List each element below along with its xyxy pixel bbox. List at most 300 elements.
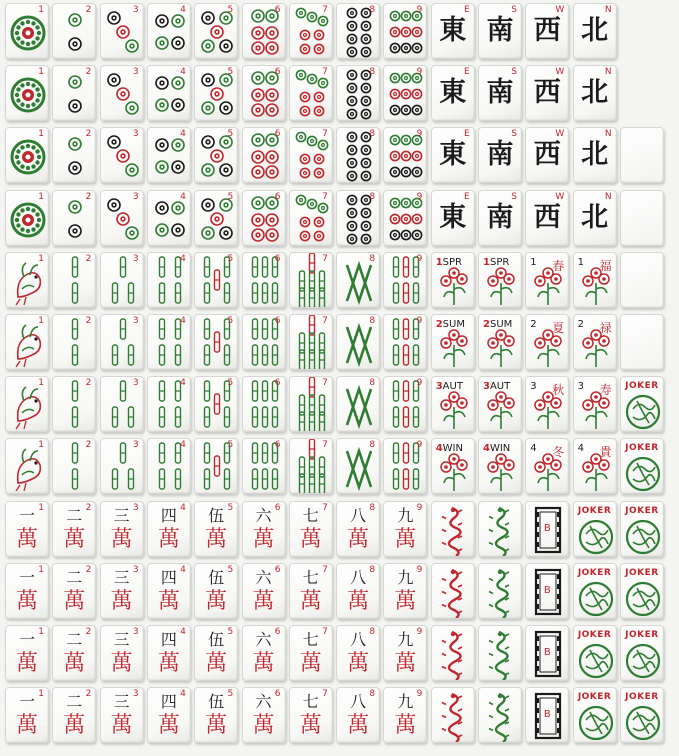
tile-index: 1 <box>38 191 44 202</box>
tile-wan[interactable] <box>5 563 49 619</box>
tile-art <box>479 502 522 557</box>
joker-label: JOKER <box>625 630 659 640</box>
tile-index: 4 <box>180 129 186 140</box>
season-label <box>436 257 462 268</box>
tile-index: 4 <box>180 502 186 513</box>
tile-index: 3 <box>132 129 139 140</box>
wind-character: 東 <box>439 77 467 109</box>
tile-index: 9 <box>416 689 423 700</box>
tile-art <box>432 626 475 681</box>
tile-wan[interactable] <box>383 501 427 557</box>
tile-dot[interactable] <box>336 3 380 59</box>
tile-index: 9 <box>416 253 423 264</box>
wan-character: 萬 <box>15 651 38 676</box>
tile-bam[interactable] <box>52 438 96 494</box>
tile-bam[interactable] <box>242 252 286 308</box>
tile-season[interactable] <box>478 376 522 432</box>
tile-index: 2 <box>85 689 92 700</box>
tile-dot[interactable] <box>194 3 238 59</box>
tile-index: S <box>511 5 517 15</box>
tile-wan[interactable] <box>383 625 427 681</box>
tile-joker[interactable] <box>573 563 617 619</box>
tile-dot[interactable] <box>194 127 238 183</box>
flower-number: 2 <box>577 319 584 330</box>
tile-wan[interactable] <box>289 563 333 619</box>
tile-bam[interactable] <box>242 376 286 432</box>
tile-art <box>479 564 522 619</box>
tile-index: 3 <box>132 502 139 513</box>
tile-dot[interactable] <box>242 127 286 183</box>
tile-soap[interactable] <box>525 625 569 681</box>
wan-numeral: 九 <box>397 692 414 712</box>
tile-wan[interactable] <box>52 501 96 557</box>
wan-character: 萬 <box>63 713 86 739</box>
tile-dot[interactable] <box>5 65 49 121</box>
joker-label: JOKER <box>577 630 612 640</box>
tile-wan[interactable] <box>100 563 144 619</box>
tile-bam[interactable] <box>242 438 286 494</box>
tile-dot[interactable] <box>52 3 96 59</box>
tile-flower[interactable] <box>525 438 569 494</box>
flower-character: 夏 <box>552 321 565 335</box>
wan-character: 萬 <box>394 713 417 739</box>
tile-bam[interactable] <box>100 376 144 432</box>
tile-dot[interactable] <box>242 3 286 59</box>
wan-numeral: 八 <box>350 692 367 712</box>
tile-wan[interactable] <box>52 625 96 681</box>
tile-index: 8 <box>369 316 376 326</box>
tile-bam[interactable] <box>100 314 144 370</box>
tile-index: N <box>604 67 612 78</box>
tile-dot[interactable] <box>100 127 144 183</box>
season-number: 1 <box>435 256 443 268</box>
tile-bam[interactable] <box>242 314 286 370</box>
tile-bam[interactable] <box>289 252 333 308</box>
tile-wan[interactable] <box>336 501 380 557</box>
season-label <box>483 381 510 392</box>
wind-character: 南 <box>486 201 514 233</box>
tile-index: 5 <box>227 378 234 389</box>
wan-character: 萬 <box>63 588 86 614</box>
tile-dot[interactable] <box>100 65 144 121</box>
tile-season[interactable] <box>478 252 522 308</box>
joker-label: JOKER <box>625 692 659 703</box>
wan-numeral: 九 <box>397 567 414 587</box>
wan-character: 萬 <box>157 713 180 739</box>
season-number: 1 <box>483 256 490 268</box>
flower-character: 秋 <box>552 383 565 398</box>
wan-character: 萬 <box>347 651 370 676</box>
tile-art <box>479 688 522 743</box>
wan-character: 萬 <box>252 588 275 614</box>
tile-wind[interactable] <box>478 127 522 183</box>
wan-character: 萬 <box>252 526 275 552</box>
flower-number: 2 <box>530 319 537 330</box>
tile-index: 2 <box>85 5 92 15</box>
tile-index: 2 <box>85 316 92 326</box>
tile-index: 1 <box>38 627 44 637</box>
tile-dot[interactable] <box>5 127 49 183</box>
tile-bam[interactable] <box>383 438 427 494</box>
tile-soap[interactable] <box>525 563 569 619</box>
wan-numeral: 七 <box>302 692 319 712</box>
flower-number: 4 <box>577 443 584 455</box>
tile-season[interactable] <box>478 314 522 370</box>
tile-wan[interactable] <box>383 563 427 619</box>
tile-joker[interactable] <box>620 687 664 743</box>
season-name: SPR <box>442 256 462 268</box>
tile-dot[interactable] <box>242 65 286 121</box>
tile-wan[interactable] <box>383 687 427 743</box>
tile-dot[interactable] <box>336 190 380 246</box>
tile-wind[interactable] <box>573 190 617 246</box>
tile-bird[interactable] <box>5 376 49 432</box>
tile-wan[interactable] <box>100 687 144 743</box>
tile-joker[interactable] <box>573 501 617 557</box>
tile-season[interactable] <box>431 376 475 432</box>
tile-index: 8 <box>369 129 376 140</box>
tile-wind[interactable] <box>478 3 522 59</box>
tile-bam[interactable] <box>147 376 191 432</box>
tile-index: 2 <box>85 253 92 264</box>
wan-character: 萬 <box>299 713 322 739</box>
tile-wan[interactable] <box>100 501 144 557</box>
wind-character: 西 <box>533 201 561 233</box>
tile-flower[interactable] <box>525 314 569 370</box>
tile-dot[interactable] <box>289 3 333 59</box>
tile-bam[interactable] <box>289 376 333 432</box>
wind-character: 南 <box>486 139 514 171</box>
wind-character: 南 <box>486 15 514 46</box>
tile-bam[interactable] <box>147 252 191 308</box>
tile-blank[interactable] <box>620 190 664 246</box>
tile-bam[interactable] <box>383 252 427 308</box>
season-label <box>436 381 463 392</box>
tile-index: 5 <box>227 191 234 202</box>
tile-joker[interactable] <box>620 438 664 494</box>
tile-bam[interactable] <box>336 376 380 432</box>
tile-wan[interactable] <box>100 625 144 681</box>
tile-joker[interactable] <box>620 501 664 557</box>
season-name: SPR <box>489 256 510 268</box>
tile-bam[interactable] <box>52 252 96 308</box>
tile-flower[interactable] <box>573 314 617 370</box>
tile-dot[interactable] <box>52 65 96 121</box>
tile-wind[interactable] <box>478 190 522 246</box>
tile-art <box>432 688 475 743</box>
tile-index: 8 <box>369 67 376 78</box>
season-label <box>483 443 510 454</box>
tile-bam[interactable] <box>383 314 427 370</box>
tile-wan[interactable] <box>194 501 238 557</box>
tile-index: 5 <box>227 440 234 451</box>
tile-index: 3 <box>132 378 139 389</box>
tile-index: 9 <box>416 378 423 389</box>
tile-bam[interactable] <box>52 376 96 432</box>
tile-bird[interactable] <box>5 438 49 494</box>
tile-index: 2 <box>85 191 92 202</box>
tile-dot[interactable] <box>52 127 96 183</box>
tile-season[interactable] <box>431 252 475 308</box>
soap-letter: B <box>543 522 551 534</box>
tile-index: 6 <box>274 440 281 451</box>
tile-dragon[interactable] <box>478 563 522 619</box>
tile-index: 9 <box>416 502 423 513</box>
tile-wind[interactable] <box>431 3 475 59</box>
flower-number: 4 <box>530 443 537 455</box>
tile-index: 5 <box>227 67 234 78</box>
tile-bam[interactable] <box>336 252 380 308</box>
flower-number: 1 <box>577 256 584 268</box>
tile-dot[interactable] <box>383 190 427 246</box>
wan-numeral: 六 <box>255 505 272 525</box>
tile-dragon[interactable] <box>478 687 522 743</box>
tile-flower[interactable] <box>525 252 569 308</box>
flower-number: 3 <box>530 381 537 393</box>
tile-flower[interactable] <box>525 376 569 432</box>
tile-wan[interactable] <box>5 625 49 681</box>
tile-joker[interactable] <box>620 625 664 681</box>
tile-index: 1 <box>38 129 44 140</box>
tile-index: 7 <box>322 316 328 326</box>
tile-wind[interactable] <box>525 3 569 59</box>
tile-wind[interactable] <box>431 127 475 183</box>
tile-dot[interactable] <box>5 3 49 59</box>
flower-character: 貴 <box>599 445 612 460</box>
tile-flower[interactable] <box>573 376 617 432</box>
wan-character: 萬 <box>63 651 86 676</box>
tile-index: 3 <box>132 316 139 326</box>
tile-index: E <box>464 191 470 202</box>
tile-index: 3 <box>132 627 139 637</box>
tile-soap[interactable] <box>525 501 569 557</box>
tile-dragon[interactable] <box>431 501 475 557</box>
tile-index: 3 <box>132 253 139 264</box>
tile-wind[interactable] <box>431 65 475 121</box>
tile-dragon[interactable] <box>478 501 522 557</box>
flower-number: 3 <box>577 381 584 393</box>
wan-numeral: 二 <box>66 692 83 712</box>
season-name: AUT <box>442 381 463 393</box>
wan-character: 萬 <box>205 713 228 739</box>
tile-joker[interactable] <box>620 563 664 619</box>
tile-index: 7 <box>322 564 328 575</box>
tile-dot[interactable] <box>242 190 286 246</box>
joker-label: JOKER <box>625 567 659 578</box>
tile-index: 9 <box>416 129 423 140</box>
tile-index: 1 <box>38 502 44 513</box>
joker-label: JOKER <box>625 443 659 454</box>
tile-dot[interactable] <box>100 190 144 246</box>
tile-wan[interactable] <box>52 687 96 743</box>
tile-wan[interactable] <box>5 687 49 743</box>
wind-character: 東 <box>439 139 467 171</box>
tile-wan[interactable] <box>147 625 191 681</box>
tile-blank[interactable] <box>620 314 664 370</box>
tile-season[interactable] <box>478 438 522 494</box>
tile-bird[interactable] <box>5 314 49 370</box>
tile-index: 6 <box>274 253 281 264</box>
tile-wan[interactable] <box>336 687 380 743</box>
tile-wan[interactable] <box>289 687 333 743</box>
wind-character: 北 <box>581 139 609 171</box>
tile-flower[interactable] <box>573 438 617 494</box>
wind-character: 北 <box>581 15 609 46</box>
tile-dot[interactable] <box>336 127 380 183</box>
tile-joker[interactable] <box>573 625 617 681</box>
tile-index: 1 <box>38 316 44 326</box>
tile-wan[interactable] <box>5 501 49 557</box>
tile-index: N <box>604 191 612 202</box>
tile-bam[interactable] <box>100 252 144 308</box>
tile-bam[interactable] <box>336 314 380 370</box>
tile-bam[interactable] <box>194 438 238 494</box>
flower-character: 福 <box>599 258 612 273</box>
tile-bam[interactable] <box>336 438 380 494</box>
tile-dot[interactable] <box>383 65 427 121</box>
tile-wan[interactable] <box>194 687 238 743</box>
tile-wan[interactable] <box>336 563 380 619</box>
wan-character: 萬 <box>63 526 86 552</box>
tile-blank[interactable] <box>620 252 664 308</box>
tile-dot[interactable] <box>52 190 96 246</box>
tile-index: 6 <box>274 129 281 140</box>
tile-wind[interactable] <box>525 127 569 183</box>
tile-wan[interactable] <box>242 563 286 619</box>
tile-dot[interactable] <box>100 3 144 59</box>
tile-dragon[interactable] <box>478 625 522 681</box>
tile-dragon[interactable] <box>431 687 475 743</box>
tile-bird[interactable] <box>5 252 49 308</box>
tile-wind[interactable] <box>573 3 617 59</box>
tile-dot[interactable] <box>383 3 427 59</box>
tile-index: 5 <box>227 689 234 700</box>
tile-dot[interactable] <box>147 3 191 59</box>
tile-index: 7 <box>322 502 328 513</box>
tile-index: 4 <box>180 627 186 637</box>
tile-bam[interactable] <box>383 376 427 432</box>
tile-dot[interactable] <box>147 127 191 183</box>
wan-character: 萬 <box>394 651 417 676</box>
season-label <box>436 319 465 330</box>
tile-season[interactable] <box>431 438 475 494</box>
tile-bam[interactable] <box>194 252 238 308</box>
tile-wan[interactable] <box>289 501 333 557</box>
tile-wan[interactable] <box>242 687 286 743</box>
tile-flower[interactable] <box>573 252 617 308</box>
tile-bam[interactable] <box>289 314 333 370</box>
tile-joker[interactable] <box>573 687 617 743</box>
tile-index: W <box>555 5 565 15</box>
tile-wan[interactable] <box>194 563 238 619</box>
wan-character: 萬 <box>110 526 133 552</box>
tile-index: 1 <box>38 5 44 15</box>
wan-character: 萬 <box>252 651 275 676</box>
season-name: AUT <box>489 381 511 393</box>
joker-label: JOKER <box>577 505 612 516</box>
wan-numeral: 一 <box>18 692 35 712</box>
wan-character: 萬 <box>347 588 370 614</box>
tile-dot[interactable] <box>194 65 238 121</box>
tile-index: 1 <box>38 253 44 264</box>
tile-dot[interactable] <box>336 65 380 121</box>
tile-bam[interactable] <box>52 314 96 370</box>
tile-bam[interactable] <box>100 438 144 494</box>
tile-index: 4 <box>180 440 186 451</box>
tile-wan[interactable] <box>147 687 191 743</box>
tile-wind[interactable] <box>431 190 475 246</box>
tile-dot[interactable] <box>5 190 49 246</box>
tile-bam[interactable] <box>194 376 238 432</box>
wan-numeral: 三 <box>113 692 130 712</box>
tile-dot[interactable] <box>289 65 333 121</box>
tile-season[interactable] <box>431 314 475 370</box>
tile-index: 3 <box>132 191 139 202</box>
tile-wan[interactable] <box>242 501 286 557</box>
tile-joker[interactable] <box>620 376 664 432</box>
tile-wind[interactable] <box>525 190 569 246</box>
tile-dragon[interactable] <box>431 563 475 619</box>
tile-index: 1 <box>38 689 44 700</box>
tile-dot[interactable] <box>194 190 238 246</box>
tile-wan[interactable] <box>52 563 96 619</box>
season-number: 3 <box>435 381 443 393</box>
tile-bam[interactable] <box>289 438 333 494</box>
flower-character: 寿 <box>599 383 612 398</box>
tile-art <box>432 502 475 557</box>
tile-wind[interactable] <box>573 65 617 121</box>
wind-character: 西 <box>533 77 561 109</box>
season-number: 2 <box>435 319 443 330</box>
soap-letter: B <box>543 709 551 721</box>
tile-index: 5 <box>227 129 234 140</box>
tile-index: 7 <box>322 253 328 264</box>
tile-bam[interactable] <box>147 438 191 494</box>
tile-bam[interactable] <box>194 314 238 370</box>
tile-index: 5 <box>227 627 234 637</box>
tile-wan[interactable] <box>147 501 191 557</box>
tile-index: E <box>464 67 470 78</box>
tile-dot[interactable] <box>383 127 427 183</box>
tile-wind[interactable] <box>478 65 522 121</box>
tile-index: 5 <box>227 316 234 326</box>
tile-wan[interactable] <box>147 563 191 619</box>
tile-art <box>432 564 475 619</box>
tile-wan[interactable] <box>289 625 333 681</box>
tile-dragon[interactable] <box>431 625 475 681</box>
season-label <box>483 319 512 330</box>
tile-wan[interactable] <box>242 625 286 681</box>
tile-art <box>479 626 522 681</box>
tile-bam[interactable] <box>147 314 191 370</box>
tile-index: 8 <box>369 253 376 264</box>
tile-dot[interactable] <box>289 190 333 246</box>
tile-dot[interactable] <box>147 190 191 246</box>
tile-index: 2 <box>85 378 92 389</box>
tile-dot[interactable] <box>147 65 191 121</box>
tile-wan[interactable] <box>194 625 238 681</box>
wan-numeral: 四 <box>160 505 177 525</box>
tile-index: 6 <box>274 502 281 513</box>
tile-wan[interactable] <box>336 625 380 681</box>
tile-index: 6 <box>274 627 281 637</box>
season-number: 4 <box>435 443 443 455</box>
tile-blank[interactable] <box>620 127 664 183</box>
tile-wind[interactable] <box>573 127 617 183</box>
tile-dot[interactable] <box>289 127 333 183</box>
tile-soap[interactable] <box>525 687 569 743</box>
tile-wind[interactable] <box>525 65 569 121</box>
